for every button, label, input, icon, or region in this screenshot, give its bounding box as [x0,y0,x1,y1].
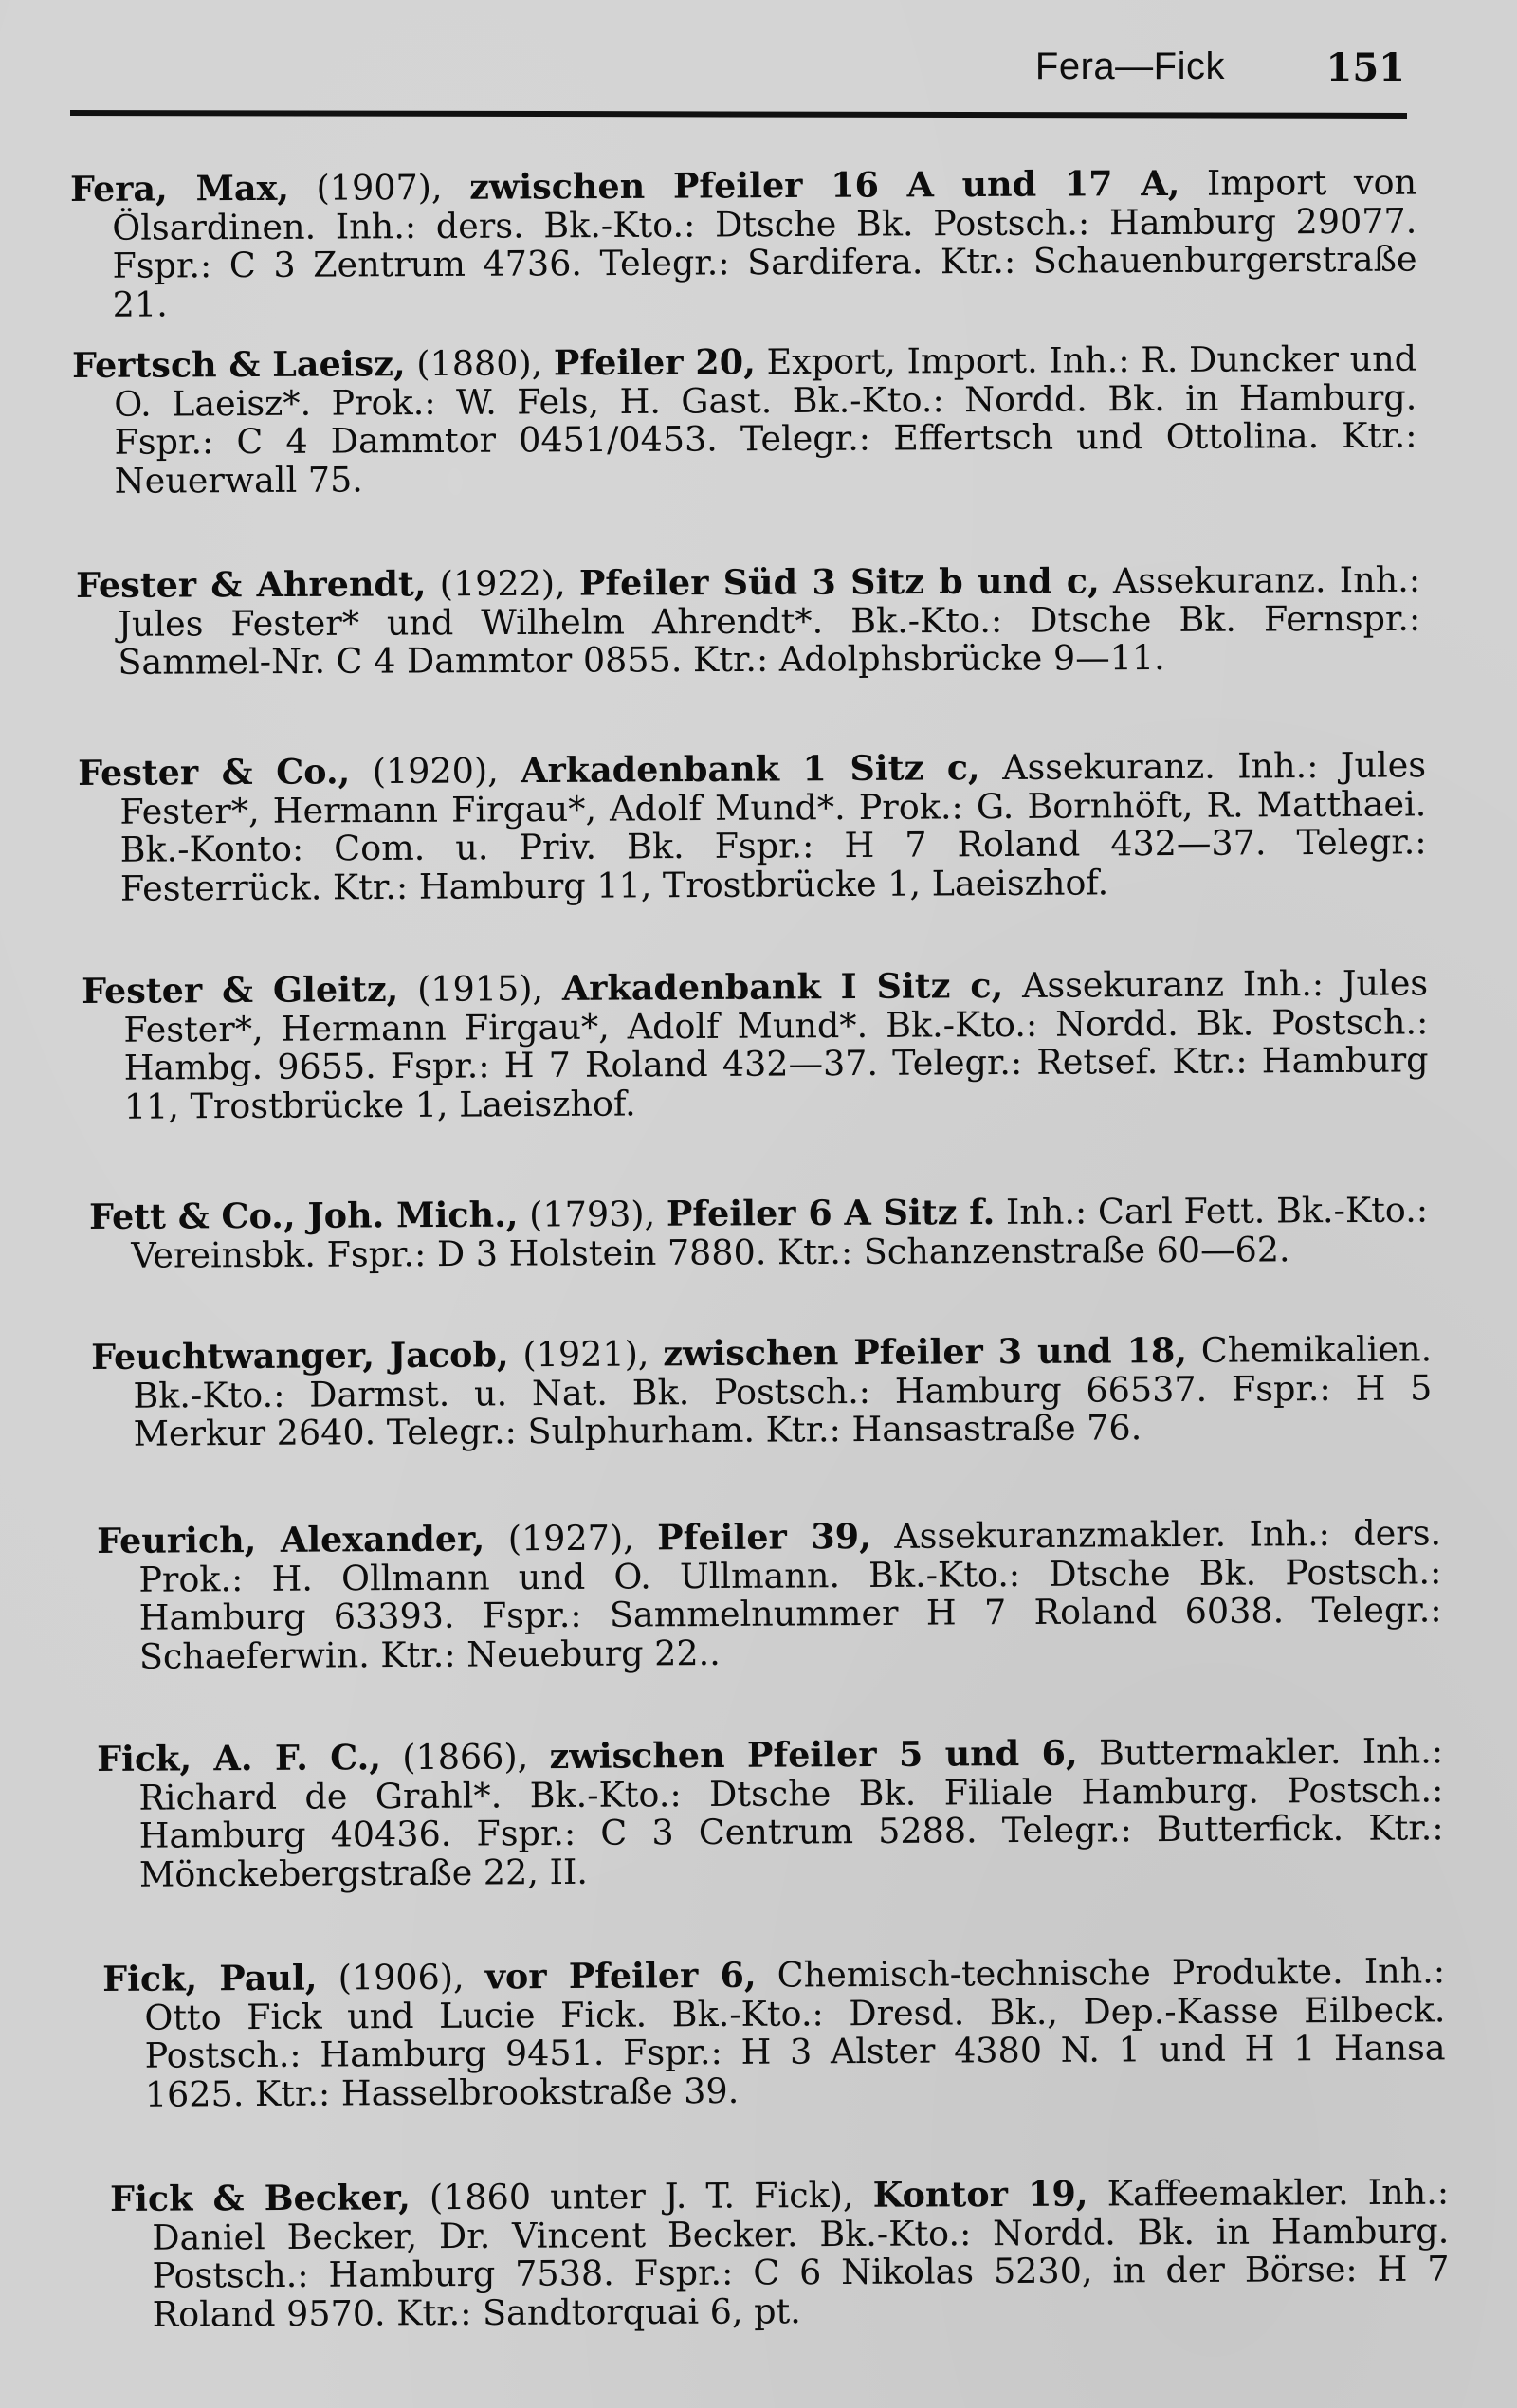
entry-fera-max [69,161,1417,325]
entry-name: Fett & Co., Joh. Mich., [88,1194,519,1237]
entry-name: Fick & Becker, [109,2177,411,2219]
entry-details: Inh.: Carl Fett. Bk.-Kto.: Vereinsbk. Fspr.: D 3 Holstein 7880. Ktr.: Schanzenstraße 60—62. [131,1189,1429,1276]
entry-details: Export, Import. Inh.: R. Duncker und O. Laeisz*. Prok.: W. Fels, H. Gast. Bk.-Kto.: Nordd. Bk. in Hamburg. Fspr.: C 4 Dammtor 0451/0453. Telegr.: Effertsch und Ottolina. Ktr.: Neuerwall 75. [114,337,1417,502]
entry-feuchtwanger-jacob [91,1330,1433,1453]
entry-location: Pfeiler Süd 3 Sitz b und c, [578,560,1100,604]
entry-year: (1880), [416,342,543,385]
header-entry-range: Fera—Fick [1034,46,1225,87]
entry-fick-paul [102,1952,1446,2114]
entry-name: Fertsch & Laeisz, [71,343,406,386]
entry-name: Feurich, Alexander, [96,1518,485,1561]
entry-location: Pfeiler 39, [657,1516,871,1559]
entry-name: Fester & Gleitz, [81,968,399,1012]
entry-fester-gleitz [82,964,1429,1126]
entry-location: Arkadenbank 1 Sitz c, [521,747,980,792]
entry-location: Kontor 19, [872,2173,1088,2216]
entry-location: Pfeiler 20, [553,341,756,384]
entry-year: (1907), [316,166,443,209]
entry-year: (1860 unter J. T. Fick), [429,2174,854,2218]
entry-location: zwischen Pfeiler 3 und 18, [663,1329,1188,1375]
entry-details: Chemikalien. Bk.-Kto.: Darmst. u. Nat. Bk. Postsch.: Hamburg 66537. Fspr.: H 5 Merkur 2640. Telegr.: Sulphurham. Ktr.: Hansastraße 76. [133,1328,1433,1454]
entry-name: Feuchtwanger, Jacob, [90,1334,509,1377]
entry-location: Arkadenbank I Sitz c, [561,965,1004,1009]
page-number: 151 [1325,46,1405,90]
entry-year: (1921), [522,1333,649,1376]
entry-year: (1793), [529,1193,656,1235]
entry-name: Fera, Max, [69,167,290,210]
entry-location: zwischen Pfeiler 5 und 6, [549,1732,1078,1778]
entry-details: Kaffeemakler. Inh.: Daniel Becker, Dr. Vincent Becker. Bk.-Kto.: Nordd. Bk. in Hamburg. Postsch.: Hamburg 7538. Fspr.: C 6 Nikolas 5230, in der Börse: H 7 Roland 9570. Ktr.: Sandtorquai 6, pt. [152,2171,1450,2335]
entry-name: Fester & Co., [77,751,351,794]
entry-fester-co [78,746,1427,908]
entry-year: (1906), [338,1956,465,1998]
entry-year: (1915), [416,968,544,1010]
entry-fett-co [88,1189,1429,1276]
entry-name: Fick, A. F. C., [96,1737,382,1779]
entry-details: Assekuranzmakler. Inh.: ders. Prok.: H. Ollmann und O. Ullmann. Bk.-Kto.: Dtsche Bk. Postsch.: Hamburg 63393. Fspr.: Sammelnummer H 7 Roland 6038. Telegr.: Schaeferwin. Ktr.: Neueburg 22.. [138,1512,1442,1677]
entry-fick-becker [109,2171,1450,2335]
entry-details: Assekuranz Inh.: Jules Fester*, Hermann Firgau*, Adolf Mund*. Bk.-Kto.: Nordd. Bk. Postsch.: Hambg. 9655. Fspr.: H 7 Roland 432—37. Telegr.: Retsef. Ktr.: Hamburg 11, Trostbrücke 1, Laeiszhof. [123,962,1429,1127]
entry-feurich-alexander [97,1514,1442,1676]
entry-fester-ahrendt [75,558,1421,683]
entry-details: Assekuranz. Inh.: Jules Fester* und Wilhelm Ahrendt*. Bk.-Kto.: Dtsche Bk. Fernspr.: Sammel-Nr. C 4 Dammtor 0855. Ktr.: Adolphsbrücke 9—11. [118,558,1421,683]
entry-year: (1866), [402,1736,529,1779]
entry-year: (1927), [507,1517,634,1560]
entry-name: Fick, Paul, [101,1957,318,1999]
entry-location: Pfeiler 6 A Sitz f. [666,1191,996,1234]
entry-details: Assekuranz. Inh.: Jules Fester*, Hermann Firgau*, Adolf Mund*. Prok.: G. Bornhöft, R. Matthaei. Bk.-Konto: Com. u. Priv. Bk. Fspr.: H 7 Roland 432—37. Telegr.: Festerrück. Ktr.: Hamburg 11, Trostbrücke 1, Laeiszhof. [119,744,1427,909]
entry-year: (1920), [372,750,499,793]
entry-location: zwischen Pfeiler 16 A und 17 A, [469,162,1180,208]
entry-fertsch-laeisz [71,337,1417,502]
entry-details: Import von Ölsardinen. Inh.: ders. Bk.-Kto.: Dtsche Bk. Postsch.: Hamburg 29077. Fspr.: C 3 Zentrum 4736. Telegr.: Sardifera. Ktr.: Schauenburgerstraße 21. [112,161,1417,325]
entry-details: Buttermakler. Inh.: Richard de Grahl*. Bk.-Kto.: Dtsche Bk. Filiale Hamburg. Postsch.: Hamburg 40436. Fspr.: C 3 Centrum 5288. Telegr.: Butterfick. Ktr.: Mönckebergstraße 22, II. [138,1730,1444,1895]
entry-fick-a-f-c [97,1732,1444,1894]
entry-location: vor Pfeiler 6, [484,1954,757,1998]
entry-name: Fester & Ahrendt, [75,563,427,606]
entry-year: (1922), [439,562,566,605]
entry-details: Chemisch-technische Produkte. Inh.: Otto Fick und Lucie Fick. Bk.-Kto.: Dresd. Bk., Dep.-Kasse Eilbeck. Postsch.: Hamburg 9451. Fspr.: H 3 Alster 4380 N. 1 und H 1 Hansa 1625. Ktr.: Hasselbrookstraße 39. [144,1950,1446,2115]
